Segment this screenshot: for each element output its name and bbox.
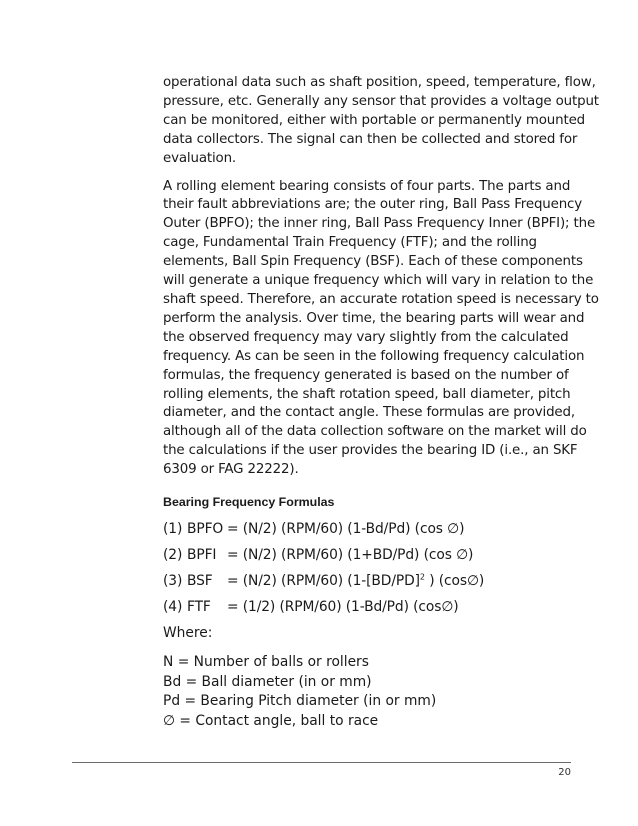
formula-ftf	[163, 594, 571, 620]
formula-name: BPFI	[187, 547, 217, 564]
formula-name: BSF	[187, 573, 213, 590]
text-line: the observed frequency may vary slightly from the calculated	[163, 329, 569, 345]
paragraph-sensor-data	[163, 74, 599, 169]
page-content	[163, 74, 599, 731]
text-line: can be monitored, either with portable or permanently mounted	[163, 112, 586, 128]
formula-bsf	[163, 568, 571, 594]
section-heading: Bearing Frequency Formulas	[163, 495, 335, 510]
text-line: perform the analysis. Over time, the bearing parts will wear and	[163, 310, 585, 326]
formula-equation-part: = (N/2) (RPM/60) (1-[BD/PD]	[227, 573, 420, 590]
formula-number: (3)	[163, 573, 183, 590]
formula-name: FTF	[187, 599, 211, 616]
formula-number: (1)	[163, 521, 183, 538]
text-line: their fault abbreviations are; the outer ring, Ball Pass Frequency	[163, 197, 583, 213]
text-line: pressure, etc. Generally any sensor that provides a voltage output	[163, 93, 599, 109]
text-line: evaluation.	[163, 150, 237, 166]
footer-divider	[72, 762, 571, 763]
formula-number: (4)	[163, 599, 183, 616]
text-line: although all of the data collection software on the market will do	[163, 424, 587, 440]
formula-list	[163, 516, 571, 620]
text-line: formulas, the frequency generated is based on the number of	[163, 367, 569, 383]
formula-superscript: 2	[419, 572, 425, 582]
text-line: data collectors. The signal can then be collected and stored for	[163, 131, 578, 147]
formula-equation	[227, 568, 484, 594]
formula-bpfi	[163, 542, 571, 568]
definition-item: Pd = Bearing Pitch diameter (in or mm)	[163, 693, 437, 710]
text-line: elements, Ball Spin Frequency (BSF). Each of these components	[163, 254, 583, 270]
definition-list	[163, 653, 571, 731]
formula-name: BPFO	[187, 521, 224, 538]
definition-item: Bd = Ball diameter (in or mm)	[163, 673, 372, 690]
page-number: 20	[558, 767, 571, 778]
formula-bpfo	[163, 516, 571, 542]
text-line: shaft speed. Therefore, an accurate rotation speed is necessary to	[163, 291, 599, 307]
text-line: diameter, and the contact angle. These formulas are provided,	[163, 405, 575, 421]
definition-item: ∅ = Contact angle, ball to race	[163, 712, 379, 729]
formula-equation: = (N/2) (RPM/60) (1-Bd/Pd) (cos ∅)	[227, 521, 465, 538]
text-line: A rolling element bearing consists of four parts. The parts and	[163, 178, 571, 194]
text-line: Outer (BPFO); the inner ring, Ball Pass Frequency Inner (BPFI); the	[163, 216, 596, 232]
formula-equation-part: ) (cos∅)	[424, 573, 485, 590]
where-label: Where:	[163, 625, 213, 642]
text-line: will generate a unique frequency which will vary in relation to the	[163, 273, 594, 289]
formula-equation: = (N/2) (RPM/60) (1+BD/Pd) (cos ∅)	[227, 547, 474, 564]
text-line: operational data such as shaft position, speed, temperature, flow,	[163, 75, 596, 90]
text-line: rolling elements, the shaft rotation speed, ball diameter, pitch	[163, 386, 571, 402]
definition-item: N = Number of balls or rollers	[163, 654, 369, 671]
formula-number: (2)	[163, 547, 183, 564]
text-line: frequency. As can be seen in the following frequency calculation	[163, 348, 585, 364]
text-line: the calculations if the user provides the bearing ID (i.e., an SKF	[163, 443, 578, 459]
text-line: cage, Fundamental Train Frequency (FTF); and the rolling	[163, 235, 537, 251]
formula-equation: = (1/2) (RPM/60) (1-Bd/Pd) (cos∅)	[227, 599, 459, 616]
text-line: 6309 or FAG 22222).	[163, 462, 299, 478]
paragraph-rolling-element-bearing	[163, 178, 599, 481]
